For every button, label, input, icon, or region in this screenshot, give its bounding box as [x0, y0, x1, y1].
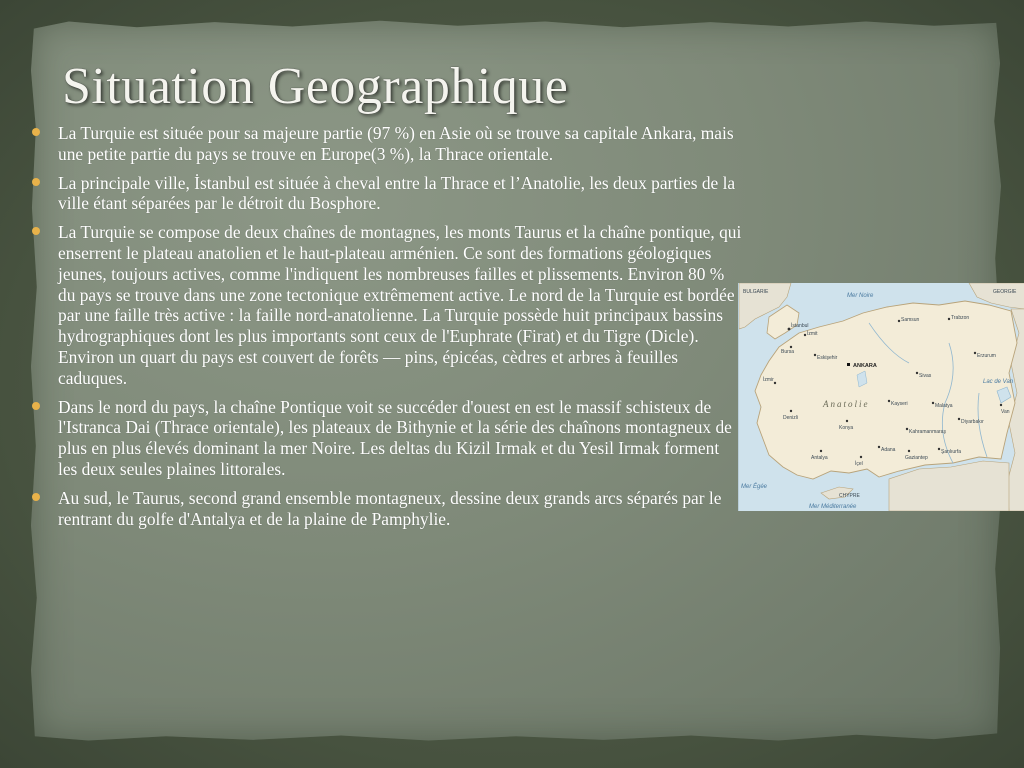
map-city-dot: [1000, 404, 1002, 406]
bullet-item: [30, 397, 742, 480]
map-city-label: Malatya: [935, 403, 953, 409]
map-label-region: Anatolie: [823, 399, 870, 409]
map-city-label: İzmir: [763, 377, 774, 383]
map-city-dot: [846, 420, 848, 422]
bullet-text: La principale ville, İstanbul est située à cheval entre la Thrace et l’Anatolie, les deux parties de la ville étant séparées par le détroit du Bosphore.: [58, 172, 736, 214]
map-city-label: Eskişehir: [817, 355, 838, 361]
map-label-aegean: Mer Égée: [741, 484, 768, 490]
map-city-label: Adana: [881, 447, 896, 453]
map-city-dot: [974, 352, 976, 354]
turkey-map: [738, 283, 1024, 511]
map-city-dot: [908, 450, 910, 452]
bullet-icon: [31, 226, 41, 236]
map-city-dot: [938, 448, 940, 450]
bullet-icon: [31, 127, 41, 137]
map-city-dot: [948, 318, 950, 320]
map-city-dot: [790, 346, 792, 348]
map-city-label: Diyarbakır: [961, 419, 984, 425]
map-label-lake-van: Lac de Van: [983, 379, 1014, 385]
map-capital-marker: [847, 363, 850, 366]
bullet-icon: [31, 401, 41, 411]
map-city-label: Kahramanmaraş: [909, 429, 946, 435]
map-label-black-sea: Mer Noire: [847, 293, 874, 299]
bullet-list: [30, 123, 742, 537]
map-label-bulgaria: BULGARIE: [743, 289, 769, 295]
bullet-text: La Turquie est située pour sa majeure partie (97 %) en Asie où se trouve sa capitale Ankara, mais une petite partie du pays se trouve en Europe(3 %), la Thrace orientale.: [58, 123, 734, 164]
map-city-label: Kayseri: [891, 401, 908, 407]
bullet-item: [30, 123, 742, 165]
map-city-dot: [932, 402, 934, 404]
map-label-cyprus: CHYPRE: [839, 493, 860, 499]
bullet-text: Au sud, le Taurus, second grand ensemble montagneux, dessine deux grands arcs séparés par le rentrant du golfe d'Antalya et de la plaine de Pamphylie.: [58, 487, 722, 529]
map-city-label: Denizli: [783, 415, 799, 421]
bullet-item: [30, 488, 742, 530]
bullet-item: [30, 222, 742, 388]
map-city-dot: [878, 446, 880, 448]
map-city-label: Bursa: [781, 349, 795, 355]
map-city-dot: [916, 372, 918, 374]
map-city-label: Erzurum: [977, 353, 996, 359]
map-city-label: Samsun: [901, 317, 920, 323]
map-city-dot: [788, 328, 791, 331]
map-city-label: İstanbul: [791, 323, 809, 329]
map-label-georgia: GEORGIE: [993, 289, 1017, 295]
map-city-label: Trabzon: [951, 315, 970, 321]
map-city-dot: [804, 334, 806, 336]
map-city-dot: [790, 410, 792, 412]
map-city-dot: [898, 320, 900, 322]
bullet-icon: [31, 492, 41, 502]
map-city-label: Van: [1001, 409, 1010, 415]
bullet-text: La Turquie se compose de deux chaînes de montagnes, les monts Taurus et la chaîne pontique, qui enserrent le plateau anatolien et le haut-plateau arménien. Ce sont des formations géologiques jeunes, toujours actives, comme l'indiquent les nombreuses failles et plissements. Environ 80 % du pays se trouve dans une zone tectonique extrêmement active. Le nord de la Turquie est bordée par une faille très active : la faille nord-anatolienne. La Turquie possède huit principaux bassins hydrographiques dont les plus importants sont ceux de l'Euphrate (Firat) et du Tigre (Dicle). Environ un quart du pays est couvert de forêts — pins, épicéas, cèdres et arbres à feuilles caduques.: [58, 222, 742, 388]
map-city-dot: [906, 428, 908, 430]
map-label-capital: ANKARA: [853, 363, 877, 369]
slide-title: Situation Geographique: [62, 58, 569, 115]
map-city-label: İçel: [855, 461, 863, 467]
map-city-label: Antalya: [811, 455, 828, 461]
map-city-dot: [958, 418, 960, 420]
map-city-dot: [820, 450, 822, 452]
map-city-label: Konya: [839, 425, 854, 431]
map-city-label: Şanlıurfa: [941, 449, 962, 455]
map-city-dot: [774, 382, 776, 384]
map-city-label: Sivas: [919, 373, 932, 379]
bullet-icon: [31, 177, 41, 187]
turkey-map-drawing: [739, 283, 1024, 511]
bullet-item: [30, 173, 742, 215]
map-city-dot: [888, 400, 890, 402]
map-label-mediterranean: Mer Méditerranée: [809, 504, 857, 510]
map-city-label: Gaziantep: [905, 455, 928, 461]
bullet-text: Dans le nord du pays, la chaîne Pontique voit se succéder d'ouest en est le massif schisteux de l'Istranca Dai (Thrace orientale), les plateaux de Bithynie et la série des chaînons montagneux de plus en plus élevés dominant la mer Noire. Les deltas du Kizil Irmak et du Yesil Irmak forment les deux seules plaines littorales.: [58, 396, 732, 479]
map-city-label: İzmit: [807, 331, 818, 337]
map-city-dot: [814, 354, 816, 356]
map-city-dot: [860, 456, 862, 458]
